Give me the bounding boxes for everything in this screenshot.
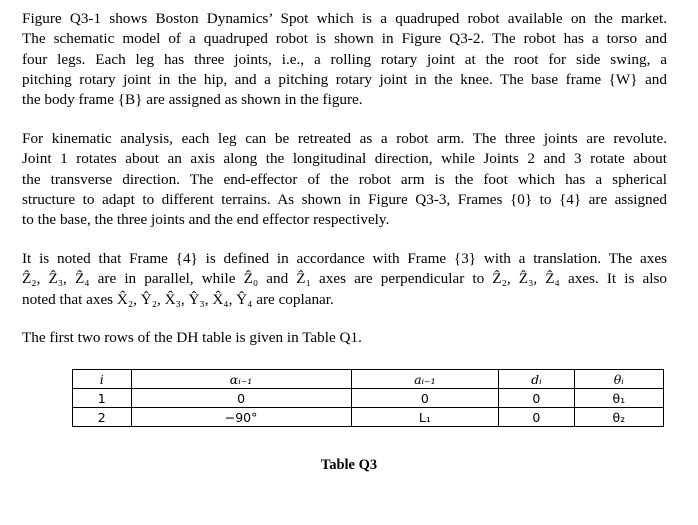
text-line: The schematic model of a quadruped robot is shown in Figure Q3-2. The robot has a torso and	[22, 30, 667, 48]
text-line: Ẑ₂, Ẑ₃, Ẑ₄ are in parallel, while Ẑ₀ and Ẑ₁ axes are perpendicular to Ẑ₂, Ẑ₃, Ẑ₄ axes. It is also	[22, 270, 667, 288]
table-cell: θ₂	[574, 408, 663, 427]
dh-table	[72, 369, 664, 427]
text-line: For kinematic analysis, each leg can be retreated as a robot arm. The three joints are revolute.	[22, 130, 667, 147]
text-line: pitching rotary joint in the hip, and a pitching rotary joint in the knee. The base frame {W} and	[22, 70, 667, 88]
paragraph-intro	[22, 9, 667, 110]
header-a: aᵢ₋₁	[351, 370, 499, 389]
header-i: i	[73, 370, 132, 389]
table-cell: 0	[499, 389, 574, 408]
table-cell: −90°	[131, 408, 351, 427]
table-row	[73, 389, 664, 408]
table-cell: L₁	[351, 408, 499, 427]
table-row	[73, 408, 664, 427]
paragraph-kinematics	[22, 129, 667, 230]
table-header-row	[73, 370, 664, 389]
text-line: noted that axes X̂₂, Ŷ₂, X̂₃, Ŷ₃, X̂₄, Ŷ₄ are coplanar.	[22, 290, 334, 308]
text-line: Joint 1 rotates about an axis along the longitudinal direction, while Joints 2 and 3 rotate about	[22, 150, 667, 168]
text-line: the body frame {B} are assigned as shown in the figure.	[22, 91, 363, 109]
table-cell: 0	[499, 408, 574, 427]
header-theta: θᵢ	[574, 370, 663, 389]
header-alpha: αᵢ₋₁	[131, 370, 351, 389]
text-line: The first two rows of the DH table is given in Table Q1.	[22, 329, 362, 346]
text-line: It is noted that Frame {4} is defined in accordance with Frame {3} with a translation. The axes	[22, 250, 667, 267]
paragraph-dh-intro	[22, 328, 667, 348]
text-line: structure to adapt to different terrains. As shown in Figure Q3-3, Frames {0} to {4} are assigned	[22, 190, 667, 208]
paragraph-frames	[22, 249, 667, 310]
text-line: four legs. Each leg has three joints, i.e., a rolling rotary joint at the root for side swing, a	[22, 50, 667, 68]
table-cell: 2	[73, 408, 132, 427]
table-cell: 1	[73, 389, 132, 408]
text-line: the transverse direction. The end-effector of the robot arm is the foot which has a spherical	[22, 170, 667, 188]
text-line: Figure Q3-1 shows Boston Dynamics’ Spot which is a quadruped robot available on the market.	[22, 10, 667, 27]
header-d: dᵢ	[499, 370, 574, 389]
table-cell: 0	[351, 389, 499, 408]
table-caption: Table Q3	[320, 457, 378, 473]
table-cell: θ₁	[574, 389, 663, 408]
text-line: to the base, the three joints and the end effector respectively.	[22, 211, 390, 229]
table-cell: 0	[131, 389, 351, 408]
